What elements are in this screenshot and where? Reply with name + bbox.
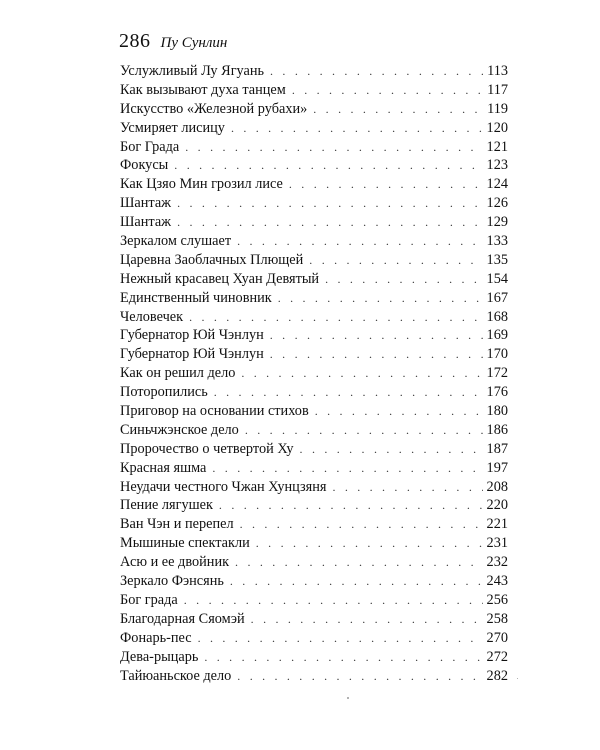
toc-entry-page: 176 xyxy=(486,384,508,401)
dot-leader xyxy=(177,194,483,213)
dot-leader xyxy=(230,572,483,591)
dot-leader xyxy=(185,138,483,157)
toc-entry xyxy=(120,81,508,100)
toc-entry-page: 154 xyxy=(486,270,508,287)
toc-entry xyxy=(120,345,508,364)
toc-entry-page: 120 xyxy=(486,119,508,136)
toc-entry-title: Бог Града xyxy=(120,138,180,155)
toc-entry-page: 243 xyxy=(486,573,508,590)
toc-entry-page: 135 xyxy=(486,251,508,268)
toc-entry-title: Как вызывают духа танцем xyxy=(120,81,286,98)
toc-entry-title: Мышиные спектакли xyxy=(120,535,250,552)
toc-entry xyxy=(120,459,508,478)
toc-entry-page: 270 xyxy=(486,629,508,646)
toc-entry-title: Благодарная Сяомэй xyxy=(120,610,245,627)
dot-leader xyxy=(315,402,483,421)
dot-leader xyxy=(289,175,483,194)
toc-entry-page: 170 xyxy=(486,346,508,363)
toc-entry-page: 256 xyxy=(486,591,508,608)
toc-entry xyxy=(120,308,508,327)
toc-entry-title: Бог града xyxy=(120,591,178,608)
toc-entry-page: 231 xyxy=(486,535,508,552)
dot-leader xyxy=(231,119,483,138)
toc-entry xyxy=(120,421,508,440)
toc-entry xyxy=(120,478,508,497)
toc-entry-title: Усмиряет лисицу xyxy=(120,119,225,136)
toc-entry-title: Губернатор Юй Чэнлун xyxy=(120,327,264,344)
table-of-contents xyxy=(120,62,508,685)
dot-leader xyxy=(174,156,483,175)
dot-leader xyxy=(240,515,483,534)
dot-leader xyxy=(241,364,483,383)
toc-entry-title: Фонарь-пес xyxy=(120,629,192,646)
toc-entry xyxy=(120,251,508,270)
toc-entry-title: Губернатор Юй Чэнлун xyxy=(120,346,264,363)
toc-entry xyxy=(120,289,508,308)
toc-entry-page: 180 xyxy=(486,403,508,420)
toc-entry-title: Асю и ее двойник xyxy=(120,554,230,571)
dot-leader xyxy=(270,345,483,364)
running-title: Пу Сунлин xyxy=(160,35,228,51)
dot-leader xyxy=(309,251,483,270)
toc-entry xyxy=(120,119,508,138)
toc-entry xyxy=(120,194,508,213)
dot-leader xyxy=(177,213,483,232)
toc-entry-page: 169 xyxy=(486,327,508,344)
dot-leader xyxy=(237,232,483,251)
toc-entry xyxy=(120,270,508,289)
toc-entry-title: Фокусы xyxy=(120,157,169,174)
toc-entry-page: 167 xyxy=(486,289,508,306)
toc-entry-title: Красная яшма xyxy=(120,459,207,476)
toc-entry-page: 272 xyxy=(486,648,508,665)
toc-entry xyxy=(120,667,508,686)
toc-entry-title: Синьчжэнское дело xyxy=(120,421,239,438)
toc-entry-title: Нежный красавец Хуан Девятый xyxy=(120,270,320,287)
toc-entry-page: 172 xyxy=(486,365,508,382)
dot-leader xyxy=(237,667,483,686)
toc-entry xyxy=(120,402,508,421)
toc-entry-page: 208 xyxy=(486,478,508,495)
toc-entry-page: 133 xyxy=(486,233,508,250)
toc-entry xyxy=(120,572,508,591)
paper-speck xyxy=(347,697,349,699)
toc-entry xyxy=(120,364,508,383)
dot-leader xyxy=(214,383,483,402)
running-head xyxy=(119,30,227,53)
toc-entry xyxy=(120,629,508,648)
toc-entry xyxy=(120,100,508,119)
toc-entry-page: 121 xyxy=(486,138,508,155)
dot-leader xyxy=(278,289,483,308)
dot-leader xyxy=(292,81,483,100)
toc-entry-page: 187 xyxy=(486,440,508,457)
dot-leader xyxy=(204,648,483,667)
toc-entry-page: 117 xyxy=(487,81,508,98)
toc-entry-title: Неудачи честного Чжан Хунцзяня xyxy=(120,478,327,495)
toc-entry-page: 126 xyxy=(486,195,508,212)
toc-entry xyxy=(120,62,508,81)
toc-entry-page: 258 xyxy=(486,610,508,627)
dot-leader xyxy=(212,459,483,478)
dot-leader xyxy=(270,62,483,81)
toc-entry-title: Приговор на основании стихов xyxy=(120,403,309,420)
dot-leader xyxy=(219,496,483,515)
dot-leader xyxy=(325,270,483,289)
toc-entry-title: Пение лягушек xyxy=(120,497,213,514)
toc-entry-page: 197 xyxy=(486,459,508,476)
dot-leader xyxy=(184,591,483,610)
toc-entry-page: 221 xyxy=(486,516,508,533)
toc-entry-page: 129 xyxy=(486,214,508,231)
toc-entry xyxy=(120,553,508,572)
toc-entry-title: Как Цзяо Мин грозил лисе xyxy=(120,176,283,193)
toc-entry xyxy=(120,515,508,534)
paper-speck xyxy=(517,678,518,679)
toc-entry xyxy=(120,232,508,251)
dot-leader xyxy=(270,326,483,345)
toc-entry-page: 168 xyxy=(486,308,508,325)
toc-entry xyxy=(120,156,508,175)
toc-entry-title: Шантаж xyxy=(120,195,172,212)
toc-entry-page: 123 xyxy=(486,157,508,174)
toc-entry-title: Поторопились xyxy=(120,384,208,401)
toc-entry xyxy=(120,383,508,402)
toc-entry-page: 282 xyxy=(486,667,508,684)
toc-entry-title: Услужливый Лу Ягуань xyxy=(120,63,265,79)
dot-leader xyxy=(245,421,483,440)
dot-leader xyxy=(198,629,483,648)
toc-entry-title: Ван Чэн и перепел xyxy=(120,516,234,533)
toc-entry xyxy=(120,534,508,553)
toc-entry-title: Единственный чиновник xyxy=(120,289,272,306)
toc-entry xyxy=(120,175,508,194)
toc-entry xyxy=(120,496,508,515)
toc-entry xyxy=(120,440,508,459)
toc-entry-title: Искусство «Железной рубахи» xyxy=(120,100,308,117)
toc-entry-page: 220 xyxy=(486,497,508,514)
dot-leader xyxy=(235,553,483,572)
dot-leader xyxy=(251,610,483,629)
toc-entry xyxy=(120,138,508,157)
dot-leader xyxy=(332,478,483,497)
toc-entry xyxy=(120,213,508,232)
toc-entry-page: 186 xyxy=(486,421,508,438)
toc-entry-page: 119 xyxy=(487,100,508,117)
dot-leader xyxy=(189,308,483,327)
toc-entry-page: 124 xyxy=(486,176,508,193)
toc-entry-title: Как он решил дело xyxy=(120,365,236,382)
toc-entry xyxy=(120,591,508,610)
toc-entry-title: Дева-рыцарь xyxy=(120,648,199,665)
toc-entry-page: 232 xyxy=(486,554,508,571)
toc-entry-title: Зеркало Фэнсянь xyxy=(120,573,224,590)
toc-entry-title: Шантаж xyxy=(120,214,172,231)
toc-entry-page: 113 xyxy=(487,63,508,79)
dot-leader xyxy=(256,534,483,553)
toc-entry xyxy=(120,610,508,629)
toc-entry-title: Царевна Заоблачных Плющей xyxy=(120,251,304,268)
dot-leader xyxy=(313,100,483,119)
dot-leader xyxy=(300,440,483,459)
toc-entry xyxy=(120,648,508,667)
toc-entry-title: Человечек xyxy=(120,308,184,325)
toc-entry-title: Тайюаньское дело xyxy=(120,667,232,684)
toc-entry-title: Пророчество о четвертой Ху xyxy=(120,440,294,457)
toc-entry xyxy=(120,326,508,345)
page-number: 286 xyxy=(119,30,151,52)
toc-entry-title: Зеркалом слушает xyxy=(120,233,232,250)
